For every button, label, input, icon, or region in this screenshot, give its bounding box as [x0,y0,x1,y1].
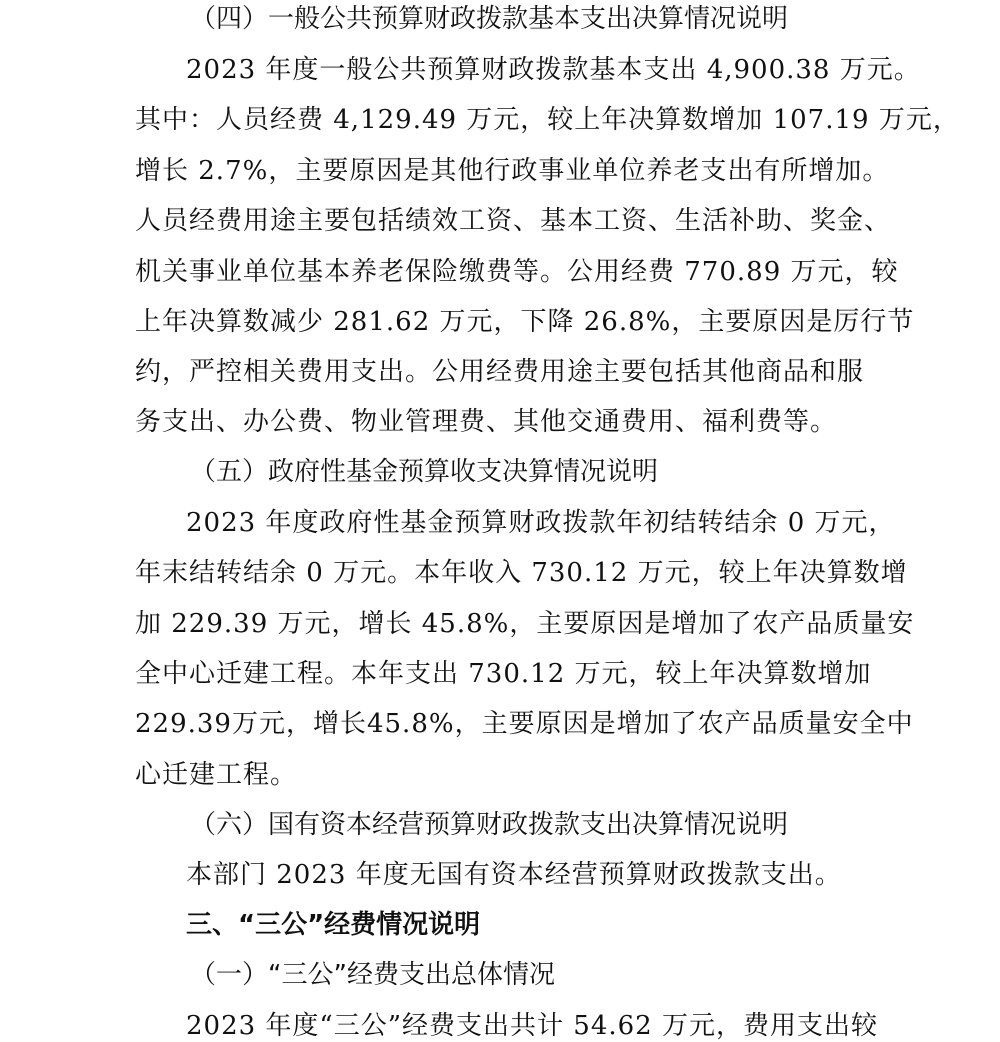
paragraph-line: 加 229.39 万元，增长 45.8%，主要原因是增加了农产品质量安 [135,609,915,639]
paragraph-line: 人员经费用途主要包括绩效工资、基本工资、生活补助、奖金、 [135,206,892,236]
chapter-heading-3: 三、“三公”经费情况说明 [186,910,481,940]
paragraph-line: 本部门 2023 年度无国有资本经营预算财政拨款支出。 [186,860,842,890]
section-heading-4: （四）一般公共预算财政拨款基本支出决算情况说明 [190,4,789,34]
paragraph-line: 229.39万元，增长45.8%，主要原因是增加了农产品质量安全中 [135,709,914,739]
section-heading-6: （六）国有资本经营预算财政拨款支出决算情况说明 [190,810,789,840]
paragraph-line: 2023 年度“三公”经费支出共计 54.62 万元，费用支出较 [186,1011,878,1041]
sub-heading-3-1: （一）“三公”经费支出总体情况 [190,960,555,990]
paragraph-line: 2023 年度政府性基金预算财政拨款年初结转结余 0 万元， [186,508,896,538]
paragraph-line: 上年决算数减少 281.62 万元，下降 26.8%，主要原因是厉行节 [135,307,915,337]
paragraph-line: 心迁建工程。 [135,760,298,790]
section-heading-5: （五）政府性基金预算收支决算情况说明 [190,457,659,487]
paragraph-line: 务支出、办公费、物业管理费、其他交通费用、福利费等。 [135,407,838,437]
paragraph-line: 机关事业单位基本养老保险缴费等。公用经费 770.89 万元，较 [135,257,899,287]
paragraph-line: 增长 2.7%，主要原因是其他行政事业单位养老支出有所增加。 [135,156,890,186]
paragraph-line: 2023 年度一般公共预算财政拨款基本支出 4,900.38 万元。 [186,55,921,85]
paragraph-line: 年末结转结余 0 万元。本年收入 730.12 万元，较上年决算数增 [135,558,908,588]
paragraph-line: 约，严控相关费用支出。公用经费用途主要包括其他商品和服 [135,357,865,387]
paragraph-line: 全中心迁建工程。本年支出 730.12 万元，较上年决算数增加 [135,659,872,689]
paragraph-line: 其中：人员经费 4,129.49 万元，较上年决算数增加 107.19 万元， [135,105,960,135]
